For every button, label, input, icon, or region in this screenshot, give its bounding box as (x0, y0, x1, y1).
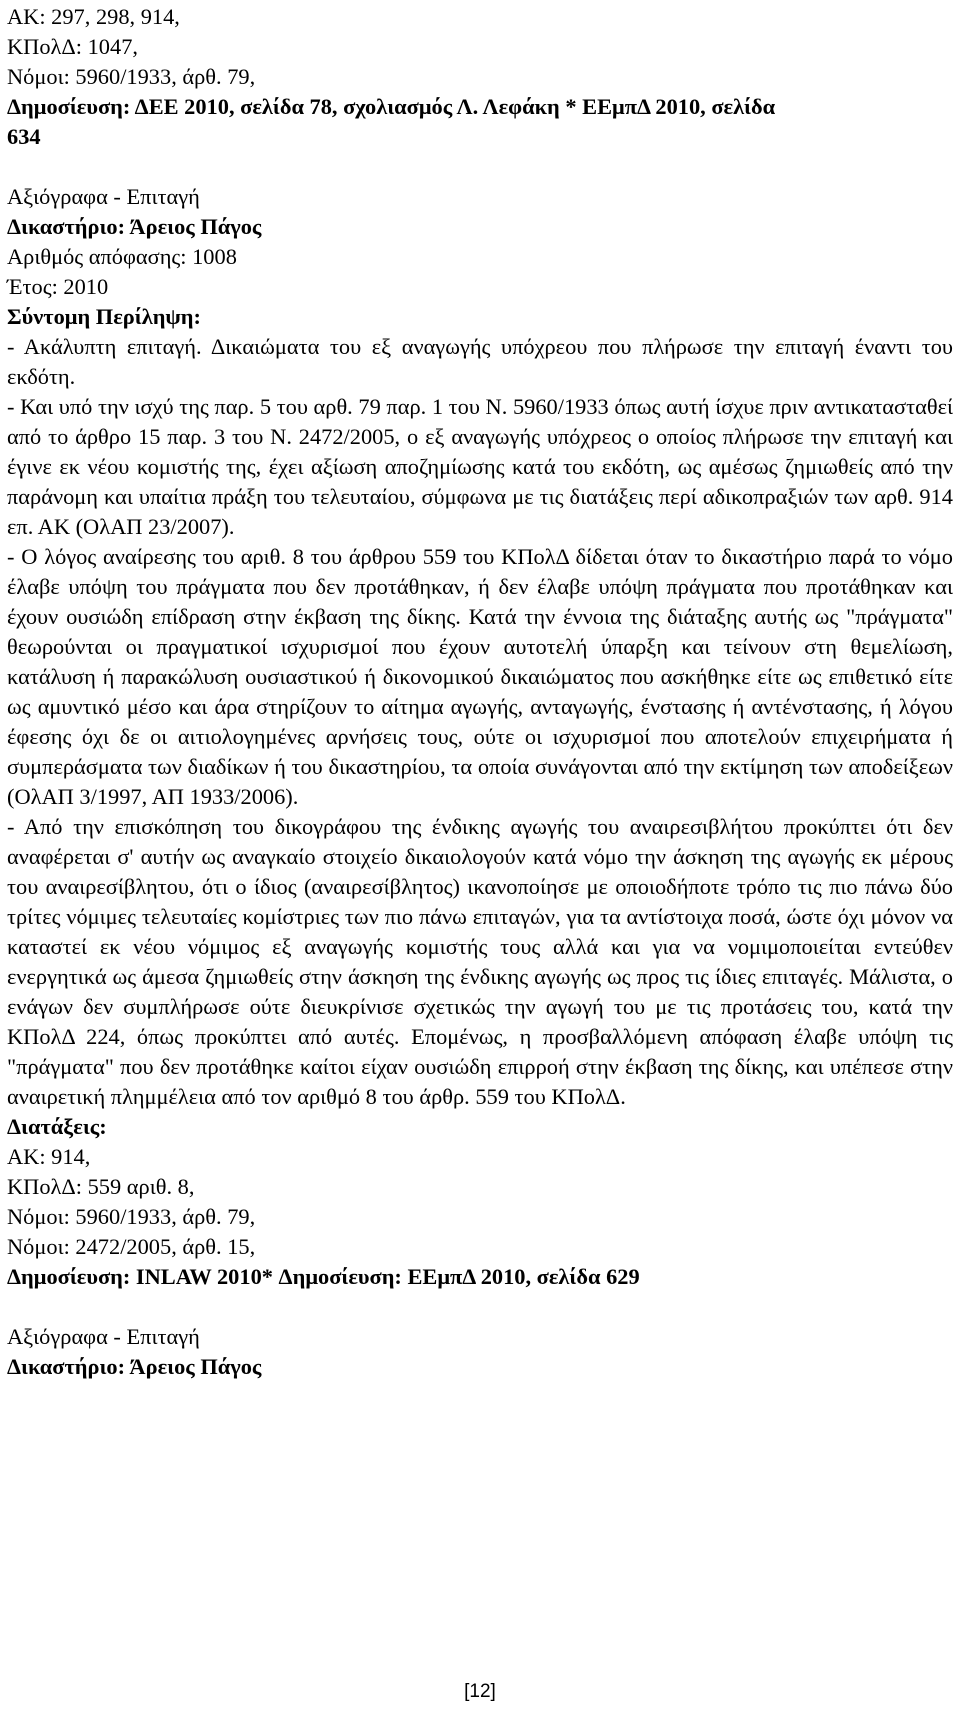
provision-item: ΚΠολΔ: 559 αριθ. 8, (7, 1174, 195, 1199)
spacer (7, 152, 953, 182)
case-year: Έτος: 2010 (7, 274, 109, 299)
publication-line-1: Δημοσίευση: ΔΕΕ 2010, σελίδα 78, σχολιασμός Λ. Λεφάκη * ΕΕμπΔ 2010, σελίδα (7, 94, 776, 119)
summary-paragraph-1: - Ακάλυπτη επιταγή. Δικαιώματα του εξ αναγωγής υπόχρεου που πλήρωσε την επιταγή έναντι του εκδότη. (7, 334, 953, 389)
case-title: Αξιόγραφα - Επιταγή (7, 184, 200, 209)
page-number: [12] (464, 1681, 496, 1702)
summary-paragraph-4: - Από την επισκόπηση του δικογράφου της ένδικης αγωγής του αναιρεσιβλήτου προκύπτει ότι δεν αναφέρεται σ' αυτήν ως αναγκαίο στοιχείο δικαιολογούν κατά νόμο την άσκηση της αγωγής εκ μέρους του αναιρεσίβλητου, ότι ο ίδιος (αναιρεσίβλητος) ικανοποίησε με οποιοδήποτε τρόπο τις πιο πάνω δύο τρίτες νόμιμες τελευταίες κομίστριες των πιο πάνω επιταγών, για τα αντίστοιχα ποσά, ώστε όχι μόνον να καταστεί εκ νέου νόμιμος εξ αναγωγής κομιστής τους αλλά και για να νομιμοποιείται εντεύθεν ενεργητικά ως άμεσα ζημιωθείς στην άσκηση της ένδικης αγωγής ως προς τις ίδιες επιταγές. Μάλιστα, ο ενάγων δεν συμπλήρωσε ούτε διευκρίνισε σχετικώς την αγωγή του με τις προτάσεις του, κατά την ΚΠολΔ 224, όπως προκύπτει από αυτές. Επομένως, η προσβαλλόμενη απόφαση έλαβε υπόψη τις "πράγματα" που δεν προτάθηκε καίτοι είχαν ουσιώδη επιρροή στην έκβαση της δίκης, και υπέπεσε στην αναιρετική πλημμέλεια από τον αριθμό 8 του άρθρ. 559 του ΚΠολΔ. (7, 814, 953, 1109)
provision-item: Νόμοι: 5960/1933, άρθ. 79, (7, 1204, 256, 1229)
case-publication: Δημοσίευση: INLAW 2010* Δημοσίευση: ΕΕμπΔ 2010, σελίδα 629 (7, 1264, 640, 1289)
spacer (7, 1292, 953, 1322)
summary-paragraph-2: - Και υπό την ισχύ της παρ. 5 του αρθ. 79 παρ. 1 του Ν. 5960/1933 όπως αυτή ίσχυε πριν αντικατασταθεί από το άρθρο 15 παρ. 3 του Ν. 2472/2005, ο εξ αναγωγής υπόχρεος ο οποίος πλήρωσε την επιταγή και έγινε εκ νέου κομιστής της, έχει αξίωση αποζημίωσης κατά του εκδότη, ως αμέσως ζημιωθείς από την παράνομη και υπαίτια πράξη του τελευταίου, σύμφωνα με τις διατάξεις περί αδικοπραξιών των αρθ. 914 επ. ΑΚ (ΟλΑΠ 23/2007). (7, 394, 953, 539)
provision-item: Νόμοι: 2472/2005, άρθ. 15, (7, 1234, 256, 1259)
summary-paragraph-3: - Ο λόγος αναίρεσης του αριθ. 8 του άρθρου 559 του ΚΠολΔ δίδεται όταν το δικαστήριο παρά το νόμο έλαβε υπόψη του πράγματα που δεν προτάθηκαν, ή δεν έλαβε υπόψη πράγματα που προτάθηκαν και έχουν ουσιώδη επίδραση στην έκβαση της δίκης. Κατά την έννοια της διάταξης αυτής ως "πράγματα" θεωρούνται οι πραγματικοί ισχυρισμοί που έχουν αυτοτελή ύπαρξη και τείνουν στη θεμελίωση, κατάλυση ή παρακώλυση ουσιαστικού ή δικονομικού δικαιώματος που ασκήθηκε είτε ως επιθετικό είτε ως αμυντικό μέσο και άρα στηρίζουν το αίτημα αγωγής, ανταγωγής, ένστασης ή αντένστασης, ή λόγου έφεσης όχι δε οι αιτιολογημένες αρνήσεις τους, ούτε οι ισχυρισμοί που αποτελούν επιχειρήματα ή συμπεράσματα των διαδίκων ή του δικαστηρίου, τα οποία συνάγονται από την εκτίμηση των αποδείξεων (ΟλΑΠ 3/1997, ΑΠ 1933/2006). (7, 544, 953, 809)
provisions-heading: Διατάξεις: (7, 1114, 107, 1139)
case-decision-number: Αριθμός απόφασης: 1008 (7, 244, 237, 269)
summary-heading: Σύντομη Περίληψη: (7, 304, 201, 329)
case-court: Δικαστήριο: Άρειος Πάγος (7, 214, 262, 239)
document-page (7, 2, 953, 1382)
next-case-title: Αξιόγραφα - Επιταγή (7, 1324, 200, 1349)
ak-reference: ΑΚ: 297, 298, 914, (7, 4, 180, 29)
next-case-court: Δικαστήριο: Άρειος Πάγος (7, 1354, 262, 1379)
provision-item: ΑΚ: 914, (7, 1144, 91, 1169)
nomoi-reference: Νόμοι: 5960/1933, άρθ. 79, (7, 64, 256, 89)
kpold-reference: ΚΠολΔ: 1047, (7, 34, 138, 59)
publication-line-2: 634 (7, 124, 41, 149)
